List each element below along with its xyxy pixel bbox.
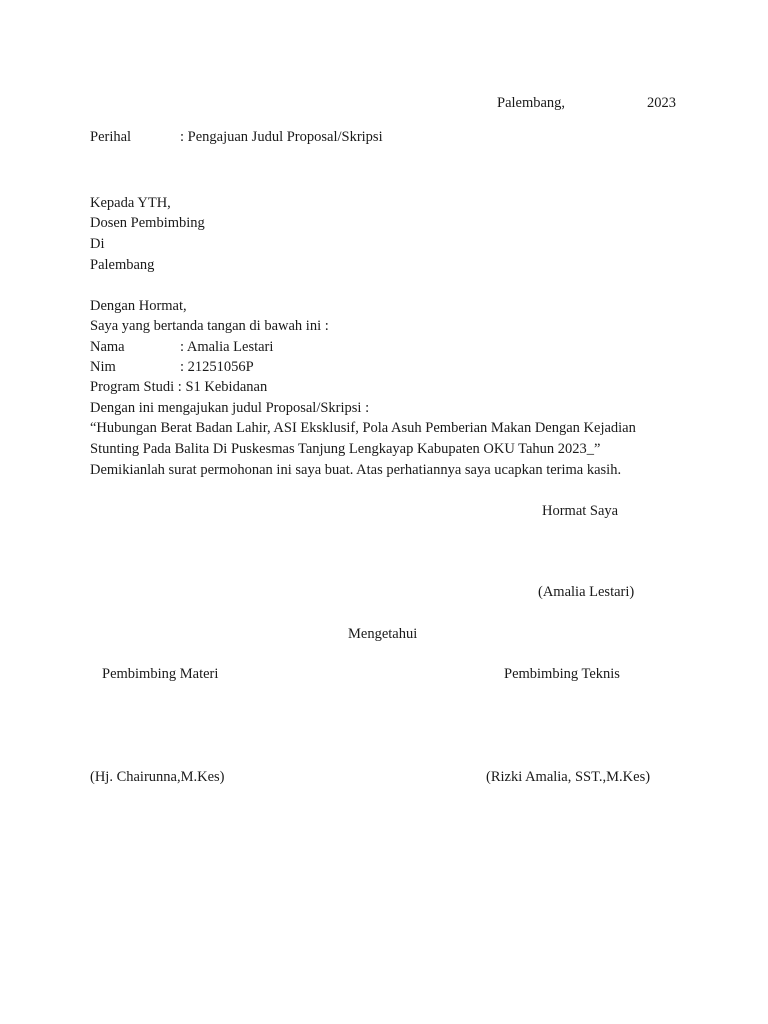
program-text: Program Studi : S1 Kebidanan (90, 379, 268, 395)
subject-value: : Pengajuan Judul Proposal/Skripsi (180, 129, 383, 145)
thesis-title-line-2: Stunting Pada Balita Di Puskesmas Tanjung Lengkayap Kabupaten OKU Tahun 2023_” (90, 441, 601, 457)
closing-text: Demikianlah surat permohonan ini saya buat. Atas perhatiannya saya ucapkan terima kasih. (90, 462, 622, 478)
signer-name: (Amalia Lestari) (538, 584, 635, 600)
regards-text: Hormat Saya (542, 503, 619, 519)
name-value: : Amalia Lestari (180, 339, 274, 355)
recipient-line-4: Palembang (90, 257, 155, 273)
approval-heading: Mengetahui (348, 626, 418, 642)
letter-place: Palembang, (497, 95, 566, 111)
nim-label: Nim (90, 359, 116, 375)
request-text: Dengan ini mengajukan judul Proposal/Skripsi : (90, 400, 370, 416)
name-label: Nama (90, 339, 125, 355)
supervisor-technical-name: (Rizki Amalia, SST.,M.Kes) (486, 769, 651, 785)
recipient-line-2: Dosen Pembimbing (90, 215, 205, 231)
recipient-line-3: Di (90, 236, 105, 252)
supervisor-material-role: Pembimbing Materi (102, 666, 219, 682)
letter-year: 2023 (647, 95, 676, 111)
recipient-line-1: Kepada YTH, (90, 195, 171, 211)
subject-label: Perihal (90, 129, 132, 145)
intro-text: Saya yang bertanda tangan di bawah ini : (90, 318, 329, 334)
supervisor-technical-role: Pembimbing Teknis (504, 666, 620, 682)
supervisor-material-name: (Hj. Chairunna,M.Kes) (90, 769, 225, 785)
thesis-title-line-1: “Hubungan Berat Badan Lahir, ASI Eksklusif, Pola Asuh Pemberian Makan Dengan Kejadian (90, 420, 636, 436)
nim-value: : 21251056P (180, 359, 254, 375)
salutation: Dengan Hormat, (90, 298, 187, 314)
